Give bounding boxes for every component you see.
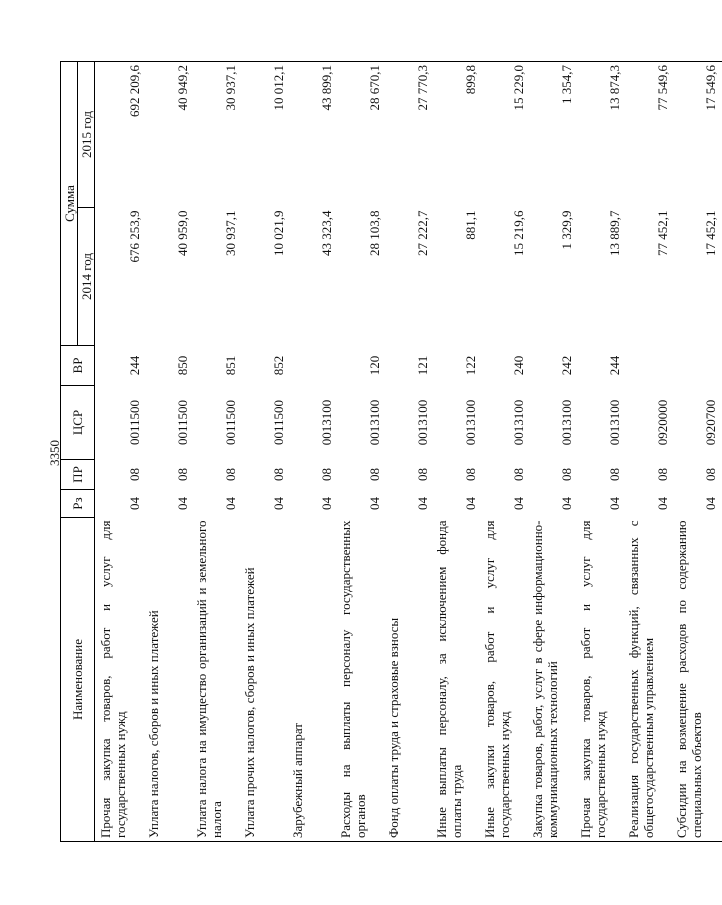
table-row: [146, 62, 194, 842]
row-name: Реализация государственных функций, связанных с общегосударственным управлением: [626, 518, 674, 842]
header-rz: Рз: [61, 490, 95, 518]
row-sum-2014: 28 103,8: [367, 210, 382, 256]
row-vr: [626, 346, 674, 386]
row-pr: 08: [703, 468, 718, 481]
table-row: [95, 62, 147, 842]
row-csr: 0013100: [607, 399, 622, 446]
row-csr: 0013100: [415, 399, 430, 446]
row-pr: 08: [607, 468, 622, 481]
row-vr: [290, 346, 338, 386]
row-sum-2015: 10 012,1: [242, 62, 290, 208]
row-rz: 04: [319, 497, 334, 510]
row-sum-2014: 1 329,9: [559, 210, 574, 250]
row-rz: 04: [559, 497, 574, 510]
row-pr: 08: [127, 468, 142, 481]
row-name: Закупка товаров, работ, услуг в сфере информационно-коммуникационных технологий: [530, 518, 578, 842]
row-vr: 851: [223, 355, 238, 376]
row-sum-2015: 43 899,1: [290, 62, 338, 208]
row-sum-2014: 13 889,7: [607, 210, 622, 256]
table-row: [482, 62, 530, 842]
row-sum-2015: 899,8: [434, 62, 482, 208]
row-csr: 0011500: [271, 399, 286, 446]
header-2014: 2014 год: [78, 208, 95, 346]
row-vr: 852: [271, 355, 286, 376]
table-row: [434, 62, 482, 842]
header-2015: 2015 год: [78, 62, 95, 208]
row-name: Субсидии на возмещение расходов по содержанию специальных объектов: [674, 518, 722, 842]
row-rz: 04: [511, 497, 526, 510]
row-sum-2015: 15 229,0: [482, 62, 530, 208]
row-vr: [674, 346, 722, 386]
header-sum: Сумма: [61, 62, 78, 346]
row-rz: 04: [367, 497, 382, 510]
table-row: [674, 62, 722, 842]
row-pr: 08: [511, 468, 526, 481]
row-pr: 08: [415, 468, 430, 481]
row-pr: 08: [463, 468, 478, 481]
table-row: [386, 62, 434, 842]
row-vr: 240: [511, 355, 526, 376]
header-vr: ВР: [61, 346, 95, 386]
table-body: [95, 62, 722, 842]
row-csr: 0013100: [559, 399, 574, 446]
table-row: [530, 62, 578, 842]
row-csr: 0920000: [655, 399, 670, 446]
row-vr: 244: [607, 355, 622, 376]
row-pr: 08: [271, 468, 286, 481]
row-vr: 121: [415, 355, 430, 376]
row-vr: 120: [367, 355, 382, 376]
row-sum-2014: 43 323,4: [319, 210, 334, 256]
row-sum-2014: 10 021,9: [271, 210, 286, 256]
table-header: [61, 62, 95, 842]
row-sum-2015: 692 209,6: [95, 62, 147, 208]
row-sum-2015: 1 354,7: [530, 62, 578, 208]
header-pr: ПР: [61, 460, 95, 490]
row-pr: 08: [367, 468, 382, 481]
row-rz: 04: [127, 497, 142, 510]
row-sum-2014: 77 452,1: [655, 210, 670, 256]
row-pr: 08: [559, 468, 574, 481]
row-pr: 08: [655, 468, 670, 481]
row-csr: 0013100: [511, 399, 526, 446]
row-name: Расходы на выплаты персоналу государственных органов: [338, 518, 386, 842]
row-sum-2015: 28 670,1: [338, 62, 386, 208]
row-sum-2015: 30 937,1: [194, 62, 242, 208]
table-row: [242, 62, 290, 842]
row-vr: 122: [463, 355, 478, 376]
row-sum-2014: 881,1: [463, 210, 478, 240]
table-row: [626, 62, 674, 842]
row-csr: 0011500: [223, 399, 238, 446]
table-row: [578, 62, 626, 842]
row-rz: 04: [655, 497, 670, 510]
budget-table-rotated: [60, 62, 718, 842]
table-row: [290, 62, 338, 842]
row-sum-2014: 27 222,7: [415, 210, 430, 256]
row-name: Иные закупки товаров, работ и услуг для государственных нужд: [482, 518, 530, 842]
row-rz: 04: [607, 497, 622, 510]
row-sum-2015: 40 949,2: [146, 62, 194, 208]
row-rz: 04: [223, 497, 238, 510]
row-pr: 08: [175, 468, 190, 481]
row-sum-2015: 17 549,6: [674, 62, 722, 208]
row-sum-2014: 676 253,9: [127, 210, 142, 263]
row-name: Прочая закупка товаров, работ и услуг для государственных нужд: [578, 518, 626, 842]
header-name: Наименование: [61, 518, 95, 842]
row-sum-2014: 17 452,1: [703, 210, 718, 256]
row-rz: 04: [463, 497, 478, 510]
row-name: Уплата налога на имущество организаций и земельного налога: [194, 518, 242, 842]
row-rz: 04: [415, 497, 430, 510]
row-vr: 850: [175, 355, 190, 376]
row-sum-2014: 30 937,1: [223, 210, 238, 256]
row-vr: 244: [127, 355, 142, 376]
row-csr: 0920700: [703, 399, 718, 446]
budget-table: [60, 61, 722, 842]
row-name: Зарубежный аппарат: [290, 518, 338, 842]
row-csr: 0011500: [127, 399, 142, 446]
row-csr: 0011500: [175, 399, 190, 446]
header-csr: ЦСР: [61, 386, 95, 460]
table-row: [194, 62, 242, 842]
row-csr: 0013100: [367, 399, 382, 446]
row-name: Иные выплаты персоналу, за исключением фонда оплаты труда: [434, 518, 482, 842]
row-sum-2015: 13 874,3: [578, 62, 626, 208]
row-pr: 08: [223, 468, 238, 481]
row-name: Уплата налогов, сборов и иных платежей: [146, 518, 194, 842]
row-name: Фонд оплаты труда и страховые взносы: [386, 518, 434, 842]
row-vr: 242: [559, 355, 574, 376]
table-row: [338, 62, 386, 842]
row-rz: 04: [175, 497, 190, 510]
row-csr: 0013100: [319, 399, 334, 446]
row-name: Прочая закупка товаров, работ и услуг для государственных нужд: [95, 518, 147, 842]
row-csr: 0013100: [463, 399, 478, 446]
row-sum-2015: 27 770,3: [386, 62, 434, 208]
row-rz: 04: [703, 497, 718, 510]
page-number: 3350: [47, 440, 62, 466]
row-rz: 04: [271, 497, 286, 510]
row-sum-2014: 40 959,0: [175, 210, 190, 256]
row-sum-2014: 15 219,6: [511, 210, 526, 256]
row-name: Уплата прочих налогов, сборов и иных платежей: [242, 518, 290, 842]
row-sum-2015: 77 549,6: [626, 62, 674, 208]
row-pr: 08: [319, 468, 334, 481]
